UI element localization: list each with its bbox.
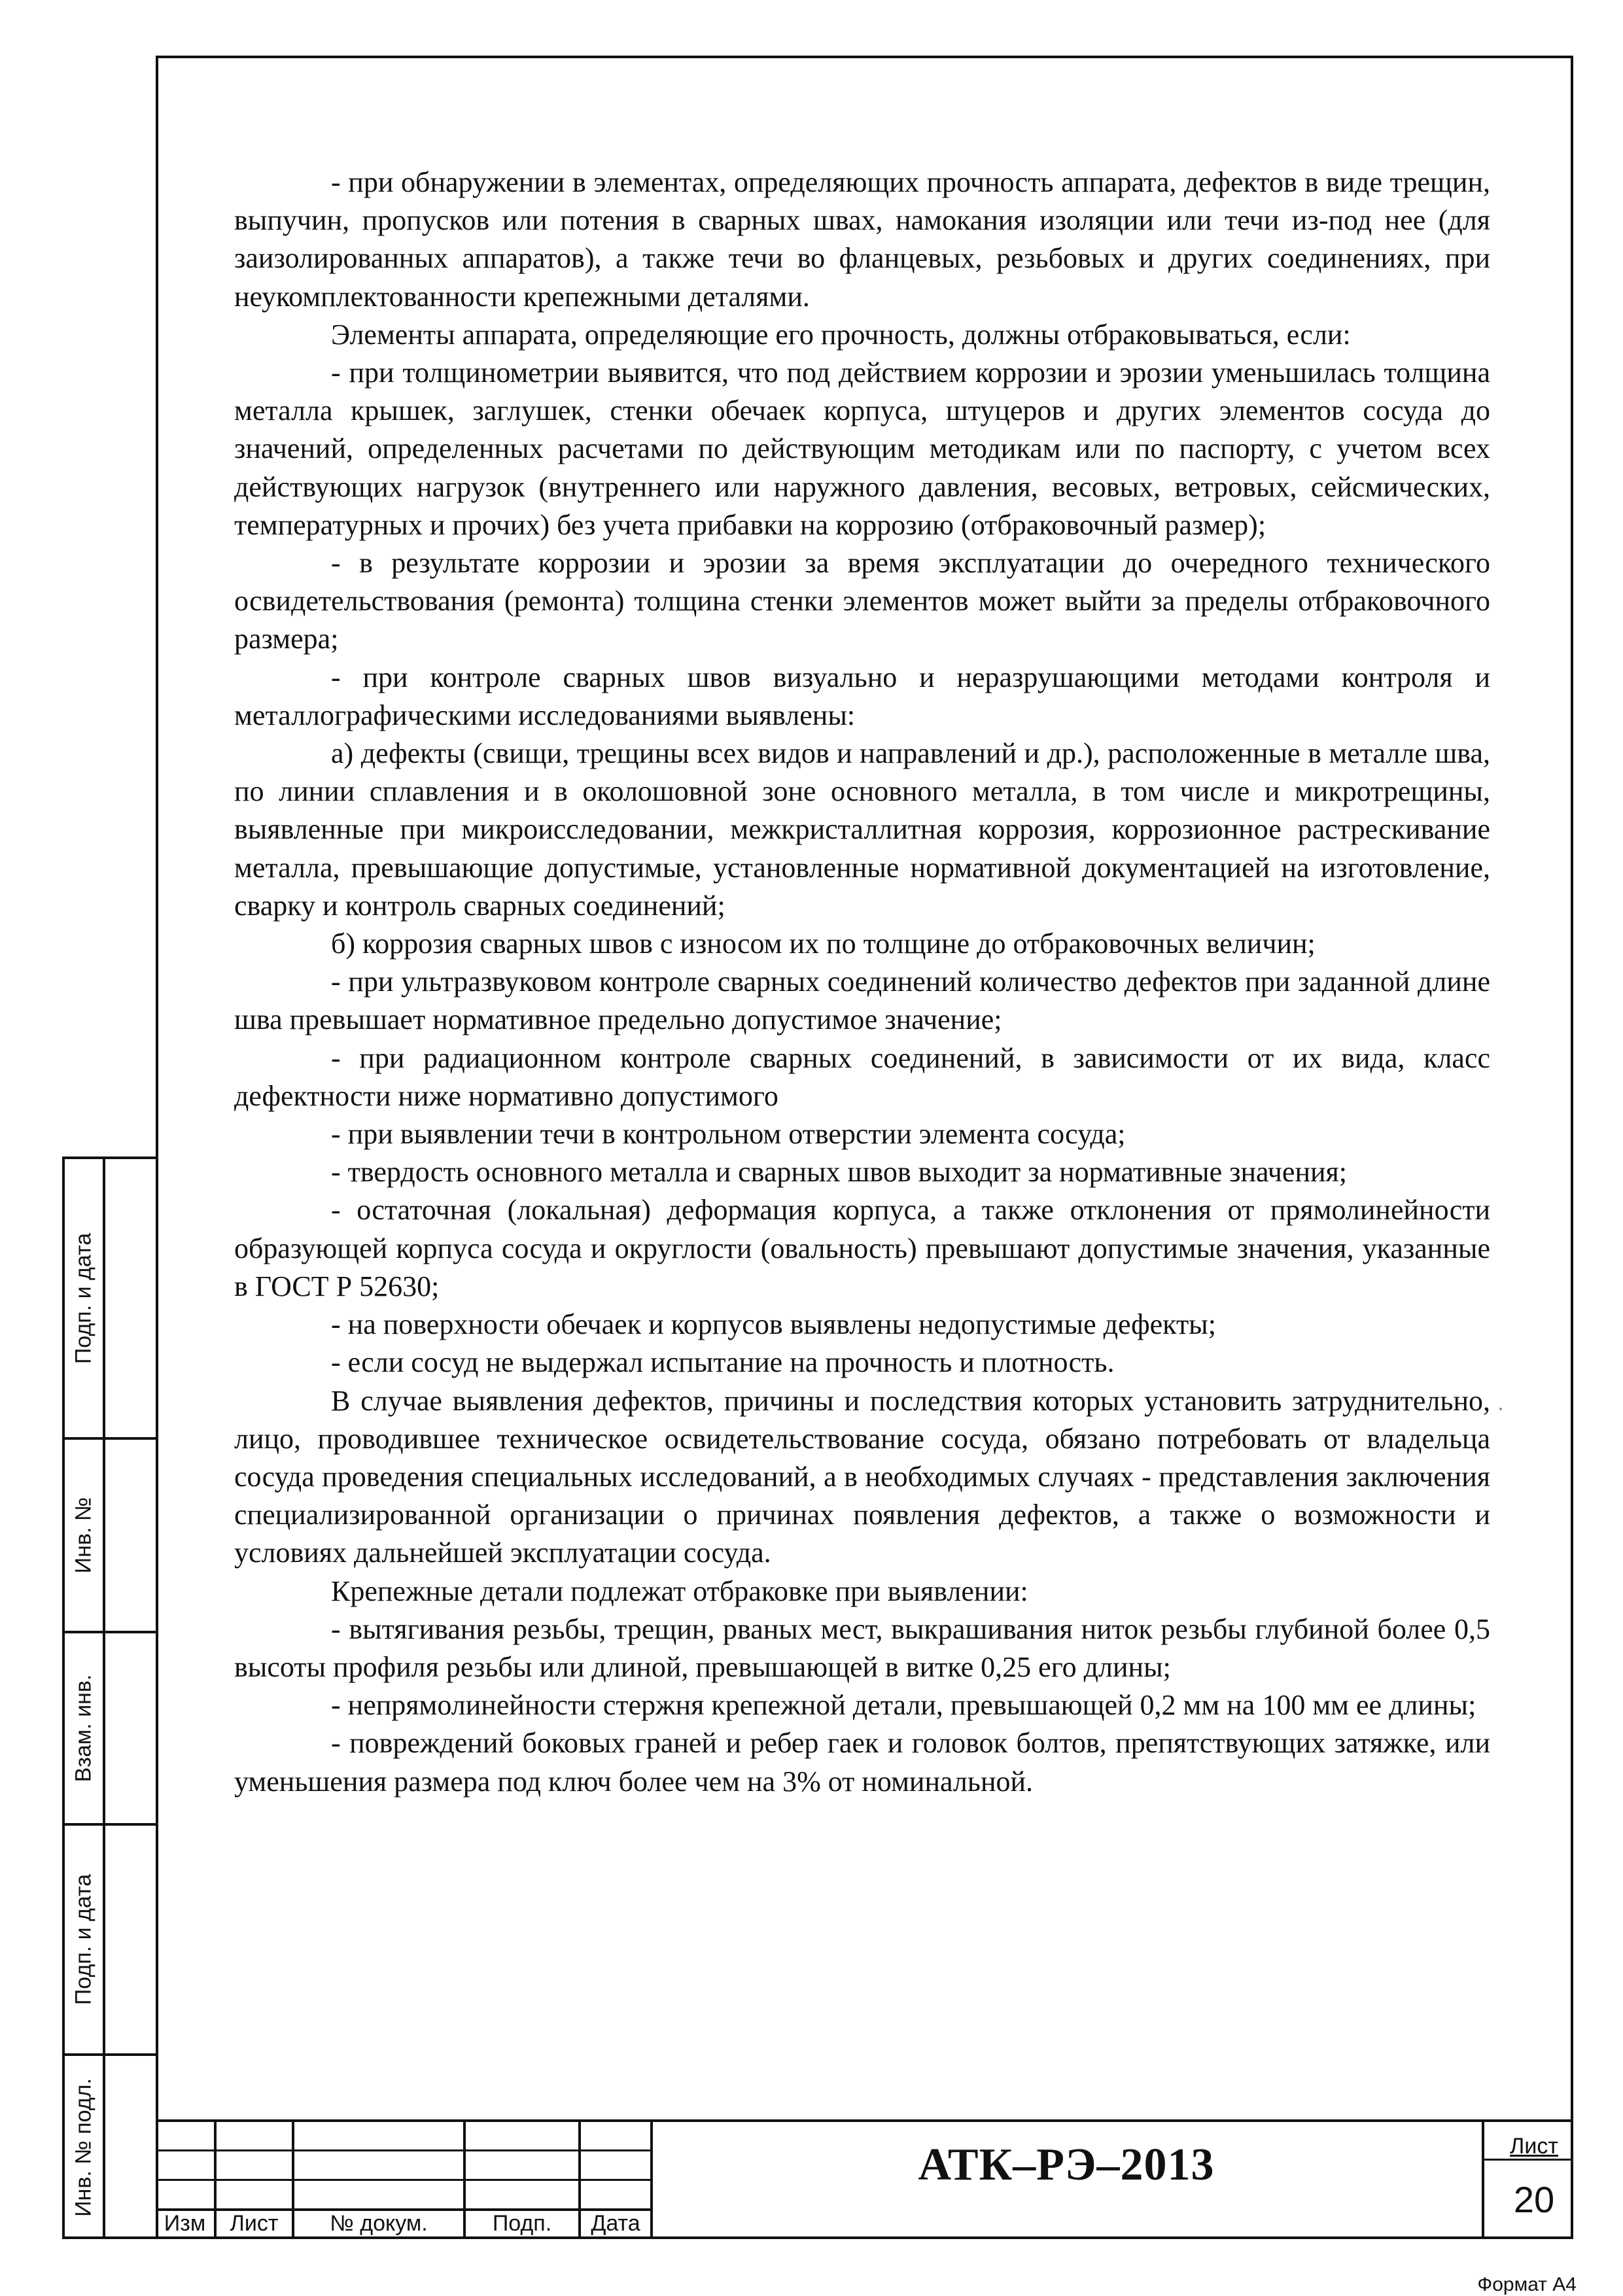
document-body xyxy=(234,164,1490,1801)
side-label: Инв. № xyxy=(71,1497,96,1574)
title-block-col-line xyxy=(650,2119,653,2239)
paragraph: - при контроле сварных швов визуально и неразрушающими методами контроля и металлографическими исследованиями выявлены: xyxy=(234,661,1490,731)
side-cell-sign-date-2 xyxy=(65,1826,105,2053)
side-cell-inv-no xyxy=(65,1440,105,1631)
side-cell-sign-date-1 xyxy=(65,1159,105,1437)
column-label-sheet: Лист xyxy=(230,2211,279,2236)
paragraph: - при толщинометрии выявится, что под действием коррозии и эрозии уменьшилась толщина металла крышек, заглушек, стенки обечаек корпуса, штуцеров и других элементов сосуда до значений, определенных расчетами по действующим методикам или по паспорту, с учетом всех действующих нагрузок (внутреннего или наружного давления, весовых, ветровых, сейсмических, температурных и прочих) без учета прибавки на коррозию (отбраковочный размер); xyxy=(234,357,1490,541)
paragraph: - твердость основного металла и сварных швов выходит за нормативные значения; xyxy=(331,1156,1348,1189)
paragraph: - при радиационном контроле сварных соединений, в зависимости от их вида, класс дефектности ниже нормативно допустимого xyxy=(234,1041,1490,1112)
paragraph: - при обнаружении в элементах, определяющих прочность аппарата, дефектов в виде трещин, выпучин, пропусков или потения в сварных швах, намокания изоляции или течи из-под нее (для заизолированных аппаратов), а также течи во фланцевых, резьбовых и других соединениях, при неукомплектованности крепежными деталями. xyxy=(234,166,1490,313)
title-block-top-border xyxy=(156,2119,1573,2122)
paragraph: - на поверхности обечаек и корпусов выявлены недопустимые дефекты; xyxy=(331,1308,1216,1341)
paragraph: - при выявлении течи в контрольном отверстии элемента сосуда; xyxy=(331,1118,1126,1151)
paragraph: а) дефекты (свищи, трещины всех видов и направлений и др.), расположенные в металле шва, по линии сплавления и в околошовной зоне основного металла, в том числе и микротрещины, выявленные при микроисследовании, межкристаллитная коррозия, коррозионное растрескивание металла, превышающие допустимые, установленные нормативной документацией на изготовление, сварку и контроль сварных соединений; xyxy=(234,737,1490,922)
side-label: Взам. инв. xyxy=(71,1674,96,1783)
paragraph: В случае выявления дефектов, причины и последствия которых установить затруднительно, лицо, проводившее техническое освидетельствование сосуда, обязано потребовать от владельца сосуда проведения специальных исследований, а в необходимых случаях - представления заключения специализированной организации о причинах появления дефектов, а также о возможности и условиях дальнейшей эксплуатации сосуда. xyxy=(234,1384,1490,1569)
document-code: АТК–РЭ–2013 xyxy=(918,2140,1215,2190)
format-note: Формат А4 xyxy=(1477,2274,1577,2295)
column-label-doc-no: № докум. xyxy=(330,2211,428,2236)
scan-speck xyxy=(1499,1408,1502,1410)
title-block-col-line xyxy=(1482,2119,1484,2239)
side-cell-inv-original xyxy=(65,2056,105,2239)
side-stamp xyxy=(62,1157,156,2239)
paragraph: - непрямолинейности стержня крепежной детали, превышающей 0,2 мм на 100 мм ее длины; xyxy=(331,1689,1476,1722)
column-label-date: Дата xyxy=(591,2211,640,2236)
paragraph: Крепежные детали подлежат отбраковке при выявлении: xyxy=(331,1574,1028,1607)
paragraph: - если сосуд не выдержал испытание на прочность и плотность. xyxy=(331,1346,1115,1379)
paragraph: б) коррозия сварных швов с износом их по толщине до отбраковочных величин; xyxy=(331,928,1316,960)
paragraph: - повреждений боковых граней и ребер гаек и головок болтов, препятствующих затяжке, или уменьшения размера под ключ более чем на 3% от номинальной. xyxy=(234,1727,1490,1798)
paragraph: Элементы аппарата, определяющие его прочность, должны отбраковываться, если: xyxy=(331,318,1351,351)
sheet-number: 20 xyxy=(1513,2179,1555,2220)
paragraph: - вытягивания резьбы, трещин, рваных мест, выкрашивания ниток резьбы глубиной более 0,5 высоты профиля резьбы или длиной, превышающей в витке 0,25 его длины; xyxy=(234,1612,1490,1683)
paragraph: - остаточная (локальная) деформация корпуса, а также отклонения от прямолинейности образующей корпуса сосуда и округлости (овальность) превышают допустимые значения, указанные в ГОСТ Р 52630; xyxy=(234,1194,1490,1302)
column-label-change: Изм xyxy=(164,2211,206,2236)
paragraph: - при ультразвуковом контроле сварных соединений количество дефектов при заданной длине шва превышает нормативное предельно допустимое значение; xyxy=(234,965,1490,1036)
side-label: Инв. № подл. xyxy=(71,2078,96,2217)
sheet-label: Лист xyxy=(1510,2134,1558,2159)
side-cell-replace-inv xyxy=(65,1633,105,1823)
side-label: Подп. и дата xyxy=(71,1232,96,1364)
paragraph: - в результате коррозии и эрозии за время эксплуатации до очередного технического освидетельствования (ремонта) толщина стенки элементов может выйти за пределы отбраковочного размера; xyxy=(234,547,1490,655)
column-label-signature: Подп. xyxy=(492,2211,552,2236)
side-label: Подп. и дата xyxy=(71,1873,96,2006)
